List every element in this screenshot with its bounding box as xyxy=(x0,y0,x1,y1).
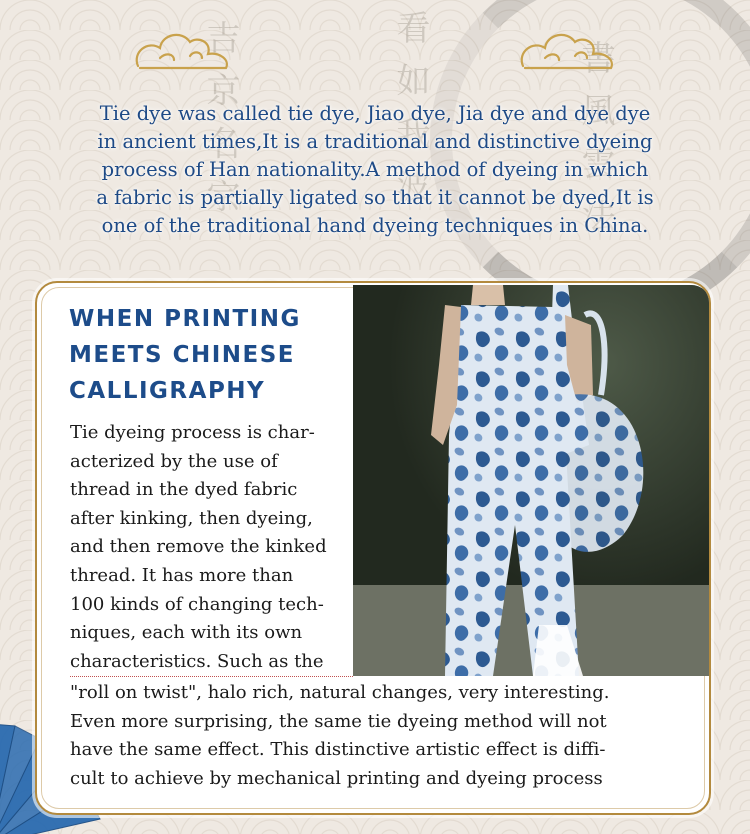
calligraphy-column: 吉 京 名 宗 xyxy=(200,20,240,217)
body-line: "roll on twist", halo rich, natural changes, very interesting. xyxy=(70,682,610,703)
body-line: niques, each with its own xyxy=(70,622,303,644)
body-paragraph-narrow xyxy=(70,419,350,676)
intro-line: in ancient times,It is a traditional and distinctive dyeing xyxy=(97,130,653,153)
body-line: 100 kinds of changing tech- xyxy=(70,593,324,615)
body-line: acterized by the use of xyxy=(70,450,278,472)
dotted-divider xyxy=(70,676,353,677)
body-line: thread in the dyed fabric xyxy=(70,479,298,501)
heading-line: WHEN PRINTING xyxy=(69,306,301,332)
intro-paragraph xyxy=(70,100,680,240)
content-card xyxy=(35,281,711,815)
intro-line: process of Han nationality.A method of dyeing in which xyxy=(101,158,649,181)
intro-line: Tie dye was called tie dye, Jiao dye, Jia dye and dye dye xyxy=(99,102,651,125)
body-line: characteristics. Such as the xyxy=(70,650,324,672)
body-line: after kinking, then dyeing, xyxy=(70,507,313,529)
auspicious-cloud-icon xyxy=(130,22,235,80)
calligraphy-column: 書 風 雲 法 xyxy=(575,40,615,237)
heading-line: CALLIGRAPHY xyxy=(69,378,266,404)
body-line: thread. It has more than xyxy=(70,564,294,586)
model-in-tie-dye-outfit-image xyxy=(353,285,711,676)
body-line: Tie dyeing process is char- xyxy=(70,422,315,443)
body-line: Even more surprising, the same tie dyeing method will not xyxy=(70,710,607,732)
runway-photo xyxy=(353,285,711,676)
body-line: cult to achieve by mechanical printing and dyeing process xyxy=(70,767,603,789)
calligraphy-column: 看 如 我 波 xyxy=(390,10,430,207)
body-line: have the same effect. This distinctive artistic effect is diffi- xyxy=(70,739,606,761)
auspicious-cloud-icon xyxy=(515,22,620,80)
intro-line: a fabric is partially ligated so that it cannot be dyed,It is xyxy=(96,186,654,209)
card-heading xyxy=(69,301,369,409)
body-line: and then remove the kinked xyxy=(70,536,327,558)
body-paragraph-wide xyxy=(70,679,685,793)
heading-line: MEETS CHINESE xyxy=(69,342,295,368)
intro-line: one of the traditional hand dyeing techniques in China. xyxy=(101,214,649,237)
